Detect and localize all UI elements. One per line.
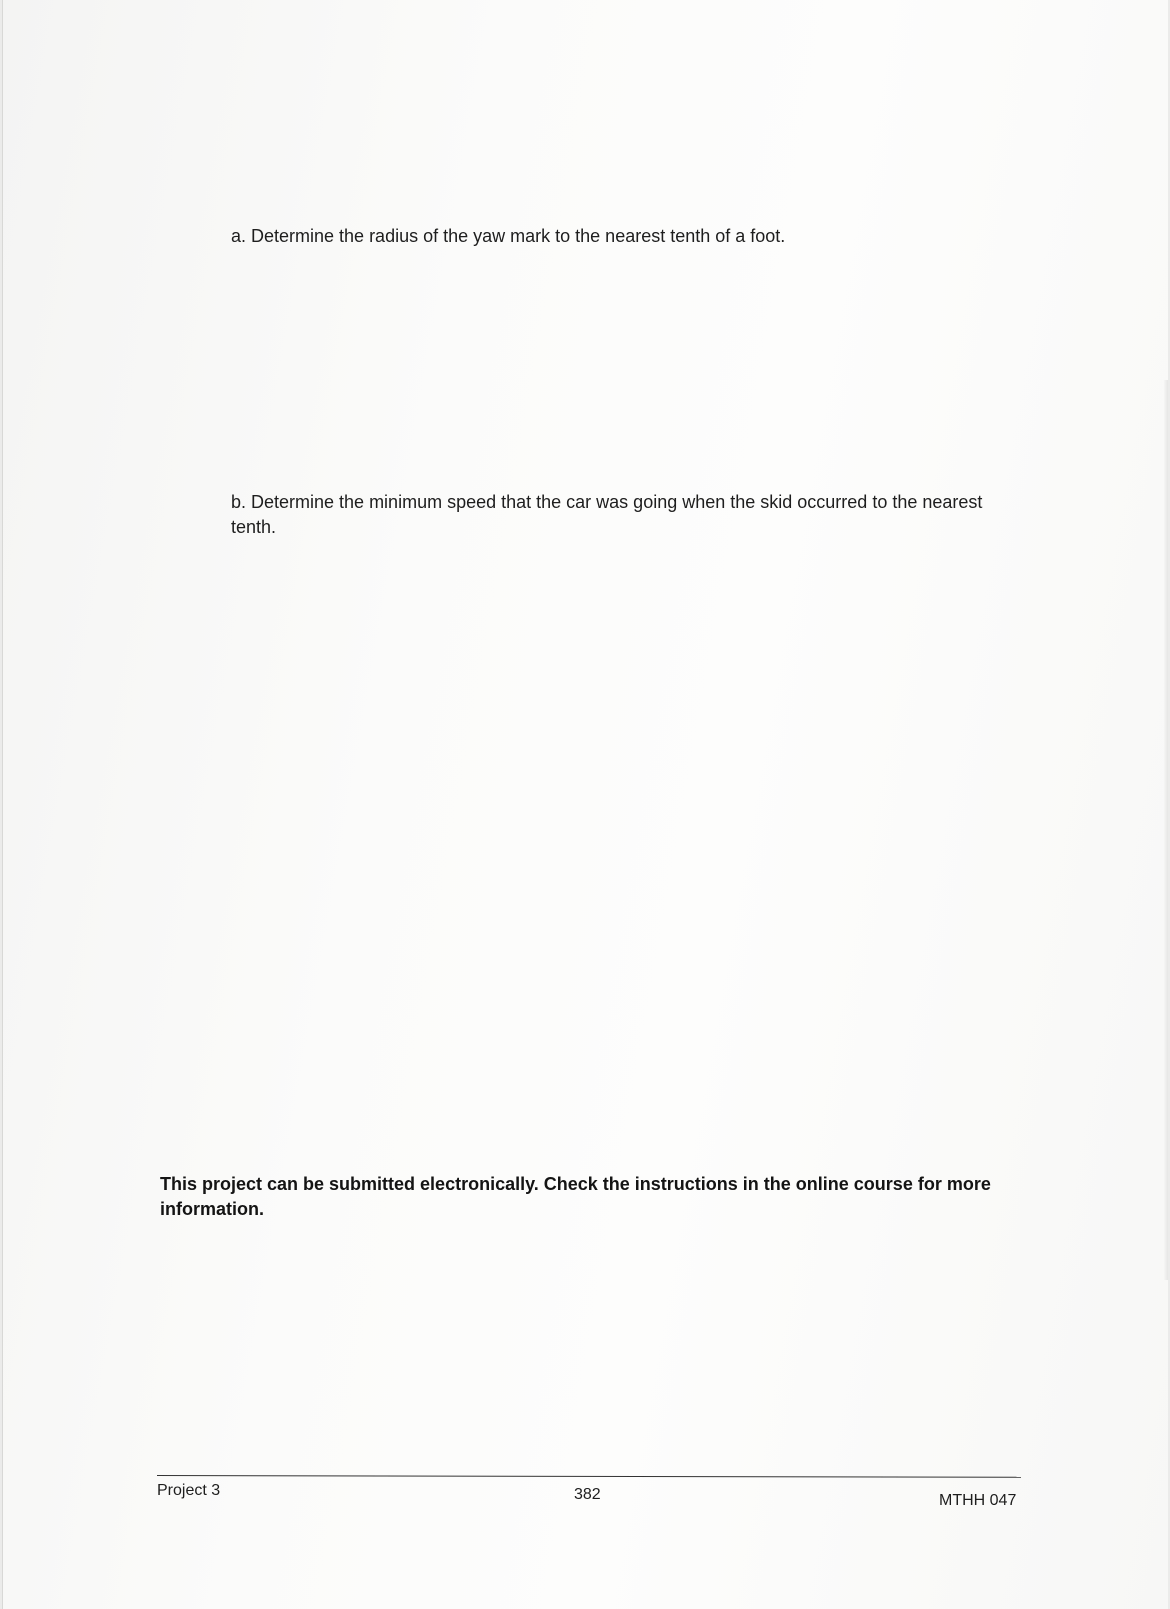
page-edge-shadow [1164, 380, 1168, 1280]
submission-note: This project can be submitted electronically. Check the instructions in the online course for more information. [160, 1174, 991, 1219]
question-b-text: b. Determine the minimum speed that the car was going when the skid occurred to the nearest tenth. [231, 492, 983, 537]
footer-divider [157, 1475, 1021, 1478]
footer-course-code: MTHH 047 [939, 1492, 1017, 1509]
footer-project-label: Project 3 [157, 1482, 221, 1499]
footer-page-number: 382 [574, 1486, 601, 1503]
document-page [2, 0, 1168, 1609]
question-a-text: a. Determine the radius of the yaw mark to the nearest tenth of a foot. [231, 226, 786, 246]
